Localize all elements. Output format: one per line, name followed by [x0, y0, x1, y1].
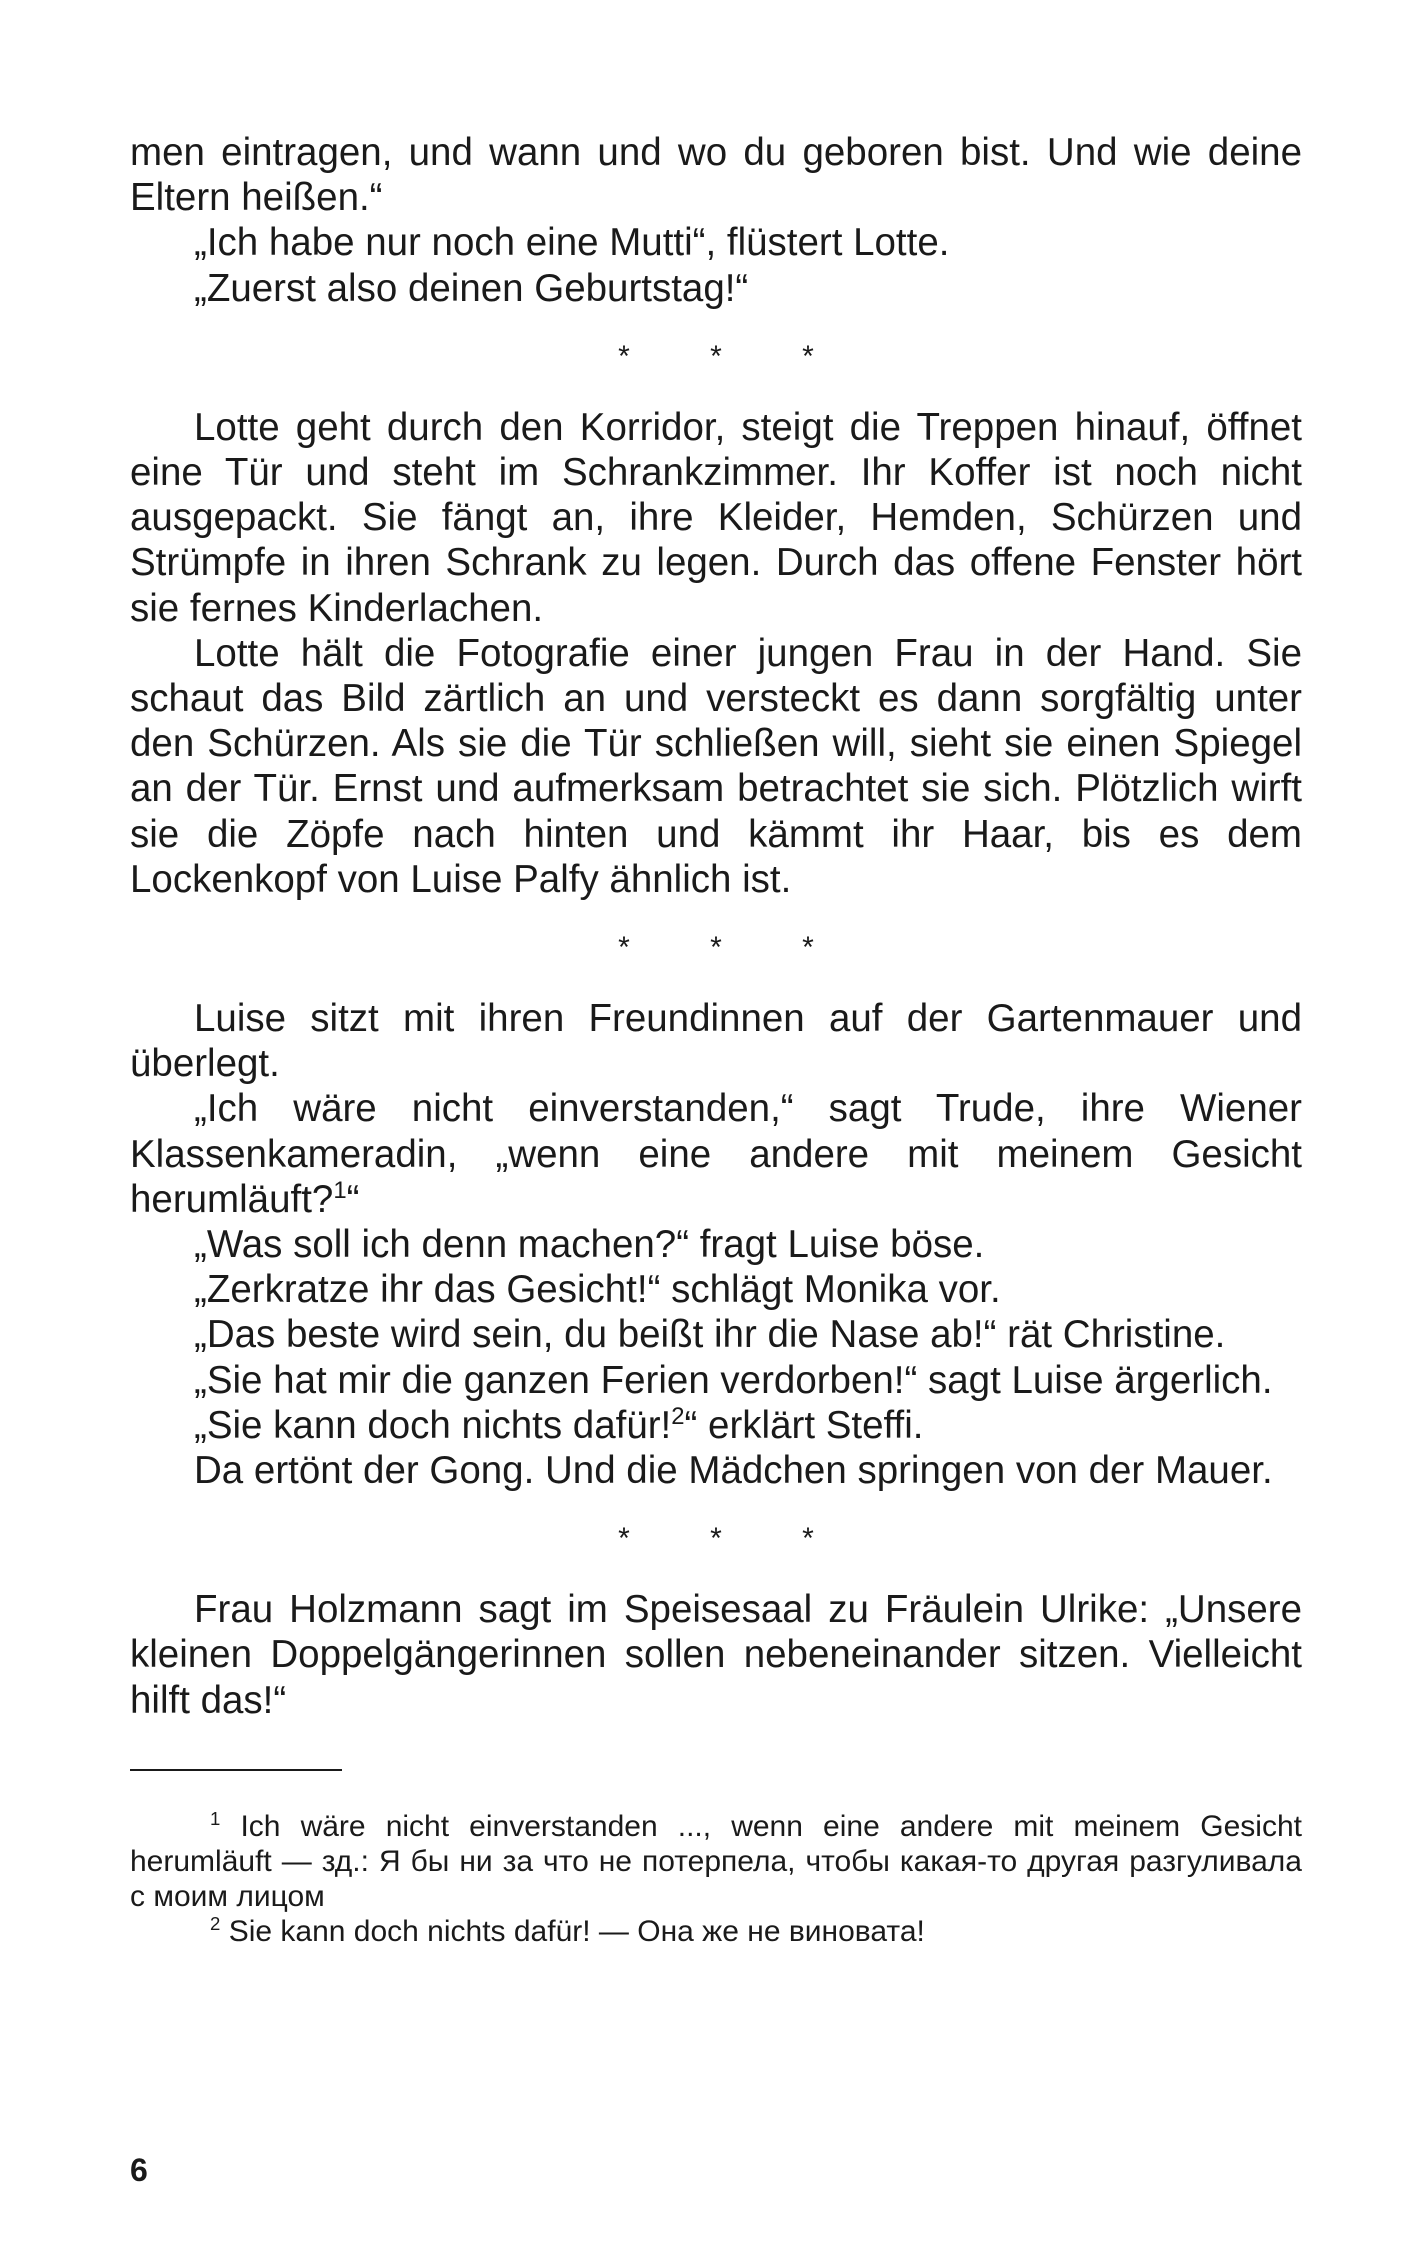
- footnote-rule: [130, 1769, 342, 1771]
- paragraph-luise-asks: „Was soll ich denn machen?“ fragt Luise böse.: [194, 1223, 985, 1267]
- footnote-ref-1: 1: [333, 1177, 347, 1205]
- paragraph-lotte-room: Lotte geht durch den Korridor, steigt die Treppen hinauf, öffnet eine Tür und steht im Schrankzimmer. Ihr Koffer ist noch nicht ausgepackt. Sie fängt an, ihre Kleider, Hemden, Schürzen und Strümpfe in ihren Schrank zu legen. Durch das offene Fenster hört sie fernes Kinderlachen.: [130, 405, 1302, 630]
- footnote-text: Ich wäre nicht einverstanden ..., wenn eine andere mit meinem Gesicht herumläuft — зд.: Я бы ни за что не потерпела, чтобы какая-то другая разгуливала с моим лицом: [130, 1809, 1302, 1913]
- paragraph-christine: „Das beste wird sein, du beißt ihr die Nase ab!“ rät Christine.: [194, 1313, 1226, 1357]
- footnote-mark: 1: [210, 1807, 221, 1829]
- paragraph-birthday: „Zuerst also deinen Geburtstag!“: [194, 266, 749, 310]
- footnotes: [130, 1809, 1302, 1949]
- paragraph-trude-end: “: [346, 1177, 360, 1221]
- footnote-text: Sie kann doch nichts dafür! — Она же не виновата!: [228, 1914, 925, 1948]
- footnote-2: [130, 1914, 1302, 1949]
- page-number: 6: [130, 2152, 148, 2188]
- paragraph-steffi-text: „Sie kann doch nichts dafür!: [194, 1403, 672, 1447]
- footnote-1: [130, 1809, 1302, 1914]
- paragraph-steffi-end: “ erklärt Steffi.: [684, 1403, 924, 1447]
- footnote-mark: 2: [210, 1912, 221, 1934]
- paragraph-monika: „Zerkratze ihr das Gesicht!“ schlägt Monika vor.: [194, 1268, 1001, 1312]
- paragraph-trude: [130, 1086, 1302, 1222]
- book-page: [130, 130, 1302, 1949]
- section-separator: * * *: [618, 1522, 850, 1556]
- footnote-ref-2: 2: [671, 1403, 685, 1431]
- paragraph-lotte-photo: Lotte hält die Fotografie einer jungen Frau in der Hand. Sie schaut das Bild zärtlich an und versteckt es dann sorgfältig unter den Schürzen. Als sie die Tür schließen will, sieht sie einen Spiegel an der Tür. Ernst und aufmerksam betrachtet sie sich. Plötzlich wirft sie die Zöpfe nach hinten und kämmt ihr Haar, bis es dem Lockenkopf von Luise Palfy ähnlich ist.: [130, 631, 1302, 901]
- paragraph-lotte-whisper: „Ich habe nur noch eine Mutti“, flüstert Lotte.: [194, 221, 950, 265]
- paragraph-trude-text: „Ich wäre nicht einverstanden,“ sagt Trude, ihre Wiener Klassenkameradin, „wenn eine andere mit meinem Gesicht herumläuft?: [130, 1087, 1302, 1221]
- paragraph-steffi: [130, 1403, 1302, 1448]
- section-separator: * * *: [618, 339, 850, 373]
- paragraph-gong: Da ertönt der Gong. Und die Mädchen springen von der Mauer.: [194, 1449, 1273, 1493]
- paragraph-luise-angry: „Sie hat mir die ganzen Ferien verdorben!“ sagt Luise ärgerlich.: [194, 1358, 1273, 1402]
- section-separator: * * *: [618, 931, 850, 965]
- paragraph-luise-wall: Luise sitzt mit ihren Freundinnen auf der Gartenmauer und überlegt.: [130, 997, 1302, 1086]
- paragraph-continuation: men eintragen, und wann und wo du geboren bist. Und wie deine Eltern heißen.“: [130, 131, 1302, 220]
- paragraph-holzmann: Frau Holzmann sagt im Speisesaal zu Fräulein Ulrike: „Unsere kleinen Doppelgängerinnen sollen nebeneinander sitzen. Vielleicht hilft das!“: [130, 1588, 1302, 1722]
